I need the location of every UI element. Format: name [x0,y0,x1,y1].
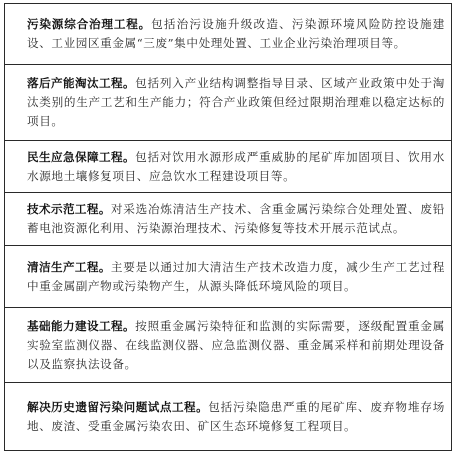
project-table [4,3,452,451]
row-title: 基础能力建设工程。 [27,318,136,333]
table-row [5,140,451,192]
row-text [27,258,445,296]
row-title: 技术示范工程。 [27,202,111,216]
table-row [5,307,451,382]
table-row [5,192,451,245]
row-title: 清洁生产工程。 [27,259,111,274]
row-text [27,200,445,238]
row-text [27,398,445,436]
table-row [5,4,451,64]
row-body: 包括治污设施升级改造、污染源环境风险防控设施建设、工业园区重金属“三废”集中处理处置、工业企业污染治理项目等。 [27,17,445,50]
row-title: 解决历史遗留污染问题试点工程。 [27,399,209,414]
row-body: 按照重金属污染特征和监测的实际需要，逐级配置重金属实验室监测仪器、在线监测仪器、应急监测仪器、重金属采样和前期处理设备以及监察执法设备。 [27,318,445,371]
row-title: 民生应急保障工程。 [27,149,136,164]
row-title: 落后产能淘汰工程。 [27,76,136,90]
row-text [27,15,445,53]
row-text [27,148,445,186]
row-title: 污染源综合治理工程。 [27,17,152,31]
row-body: 包括对饮用水源形成严重威胁的尾矿库加固项目、饮用水水源地土壤修复项目、应急饮水工程建设项目等。 [27,149,445,183]
row-text [27,74,445,131]
row-body: 包括污染隐患严重的尾矿库、废弃物堆存场地、废渣、受重金属污染农田、矿区生态环境修复工程项目。 [27,399,445,433]
row-body: 包括列入产业结构调整指导目录、区域产业政策中处于淘汰类别的生产工艺和生产能力；符合产业政策但经过限期治理难以稳定达标的项目。 [27,76,445,128]
table-row [5,245,451,307]
row-body: 对采选冶炼清洁生产技术、含重金属污染综合处理处置、废铅蓄电池资源化利用、污染源治理技术、污染修复等技术开展示范试点。 [27,202,445,235]
table-row [5,64,451,140]
table-row [5,382,451,450]
row-body: 主要是以通过加大清洁生产技术改造力度，减少生产工艺过程中重金属副产物或污染物产生，从源头降低环境风险的项目。 [27,259,445,293]
row-text [27,317,445,374]
